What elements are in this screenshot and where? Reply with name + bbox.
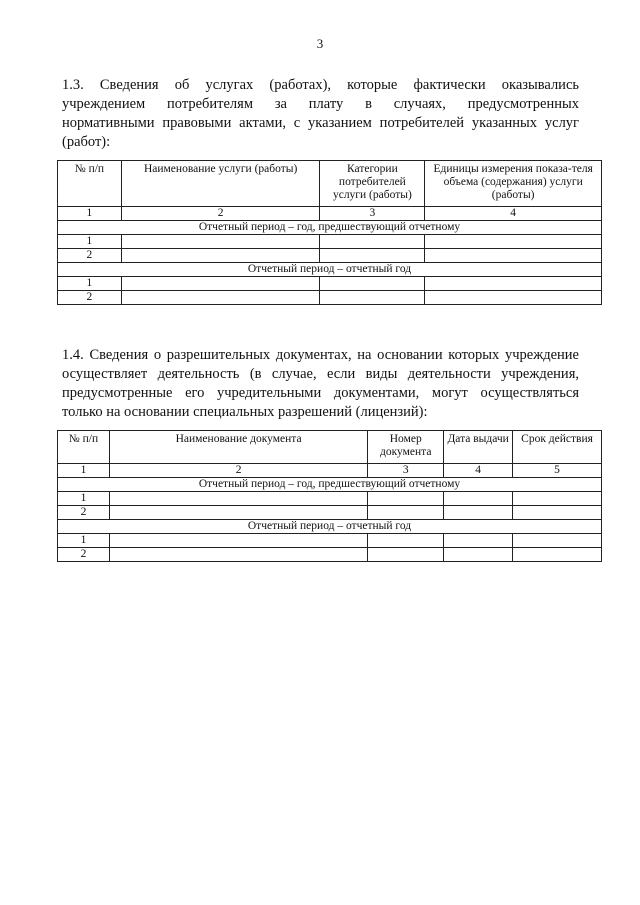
header-cell: Срок действия xyxy=(513,431,602,464)
table-header-row xyxy=(58,161,602,207)
period-row xyxy=(58,478,602,492)
empty-cell xyxy=(425,277,602,291)
header-cell: Номер документа xyxy=(368,431,444,464)
empty-cell xyxy=(513,548,602,562)
empty-cell xyxy=(368,548,444,562)
section-1-3-text xyxy=(62,76,579,152)
empty-cell xyxy=(368,506,444,520)
period-label: Отчетный период – отчетный год xyxy=(58,263,602,277)
header-cell: Дата выдачи xyxy=(444,431,513,464)
text-line: 1.4. Сведения о разрешительных документах, на основании которых учреждение xyxy=(62,347,579,363)
table-row xyxy=(58,492,602,506)
text-line: только на основании специальных разрешений (лицензий): xyxy=(62,404,428,420)
row-number: 2 xyxy=(58,548,110,562)
empty-cell xyxy=(121,249,320,263)
period-label: Отчетный период – отчетный год xyxy=(58,520,602,534)
header-cell: № п/п xyxy=(58,161,122,207)
empty-cell xyxy=(109,534,367,548)
column-number: 5 xyxy=(513,464,602,478)
empty-cell xyxy=(444,492,513,506)
column-number: 1 xyxy=(58,464,110,478)
empty-cell xyxy=(444,534,513,548)
header-cell: Единицы измерения показа-теля объема (содержания) услуги (работы) xyxy=(425,161,602,207)
empty-cell xyxy=(513,534,602,548)
row-number: 2 xyxy=(58,249,122,263)
header-cell: Категории потребителей услуги (работы) xyxy=(320,161,425,207)
empty-cell xyxy=(320,235,425,249)
empty-cell xyxy=(109,548,367,562)
empty-cell xyxy=(320,249,425,263)
empty-cell xyxy=(425,235,602,249)
column-number: 2 xyxy=(109,464,367,478)
empty-cell xyxy=(368,492,444,506)
table-row xyxy=(58,506,602,520)
text-line: 1.3. Сведения об услугах (работах), которые фактически оказывались xyxy=(62,77,579,93)
text-line: осуществляет деятельность (в случае, если виды деятельности учреждения, xyxy=(62,366,579,382)
text-line: учреждением потребителям за плату в случаях, предусмотренных xyxy=(62,96,579,112)
column-number: 2 xyxy=(121,207,320,221)
table-row xyxy=(58,235,602,249)
row-number: 1 xyxy=(58,534,110,548)
empty-cell xyxy=(368,534,444,548)
empty-cell xyxy=(513,506,602,520)
header-cell: Наименование услуги (работы) xyxy=(121,161,320,207)
row-number: 1 xyxy=(58,235,122,249)
empty-cell xyxy=(121,291,320,305)
row-number: 1 xyxy=(58,277,122,291)
text-line: (работ): xyxy=(62,134,111,150)
section-1-4-text xyxy=(62,346,579,422)
column-number-row xyxy=(58,464,602,478)
column-number: 3 xyxy=(368,464,444,478)
column-number: 1 xyxy=(58,207,122,221)
row-number: 1 xyxy=(58,492,110,506)
empty-cell xyxy=(320,291,425,305)
row-number: 2 xyxy=(58,291,122,305)
empty-cell xyxy=(320,277,425,291)
empty-cell xyxy=(444,506,513,520)
column-number-row xyxy=(58,207,602,221)
empty-cell xyxy=(121,235,320,249)
period-row xyxy=(58,263,602,277)
services-table xyxy=(57,160,602,305)
row-number: 2 xyxy=(58,506,110,520)
table-row xyxy=(58,534,602,548)
table-row xyxy=(58,548,602,562)
empty-cell xyxy=(121,277,320,291)
period-label: Отчетный период – год, предшествующий отчетному xyxy=(58,221,602,235)
table-row xyxy=(58,277,602,291)
page-number: 3 xyxy=(316,36,324,51)
permits-table xyxy=(57,430,602,562)
empty-cell xyxy=(425,291,602,305)
empty-cell xyxy=(109,506,367,520)
empty-cell xyxy=(444,548,513,562)
table-row xyxy=(58,249,602,263)
header-cell: Наименование документа xyxy=(109,431,367,464)
empty-cell xyxy=(425,249,602,263)
table-header-row xyxy=(58,431,602,464)
period-label: Отчетный период – год, предшествующий отчетному xyxy=(58,478,602,492)
column-number: 4 xyxy=(444,464,513,478)
header-cell: № п/п xyxy=(58,431,110,464)
text-line: предусмотренные его учредительными документами, могут осуществляться xyxy=(62,385,579,401)
period-row xyxy=(58,520,602,534)
column-number: 3 xyxy=(320,207,425,221)
column-number: 4 xyxy=(425,207,602,221)
text-line: нормативными правовыми актами, с указанием потребителей указанных услуг xyxy=(62,115,579,131)
empty-cell xyxy=(513,492,602,506)
period-row xyxy=(58,221,602,235)
table-row xyxy=(58,291,602,305)
empty-cell xyxy=(109,492,367,506)
